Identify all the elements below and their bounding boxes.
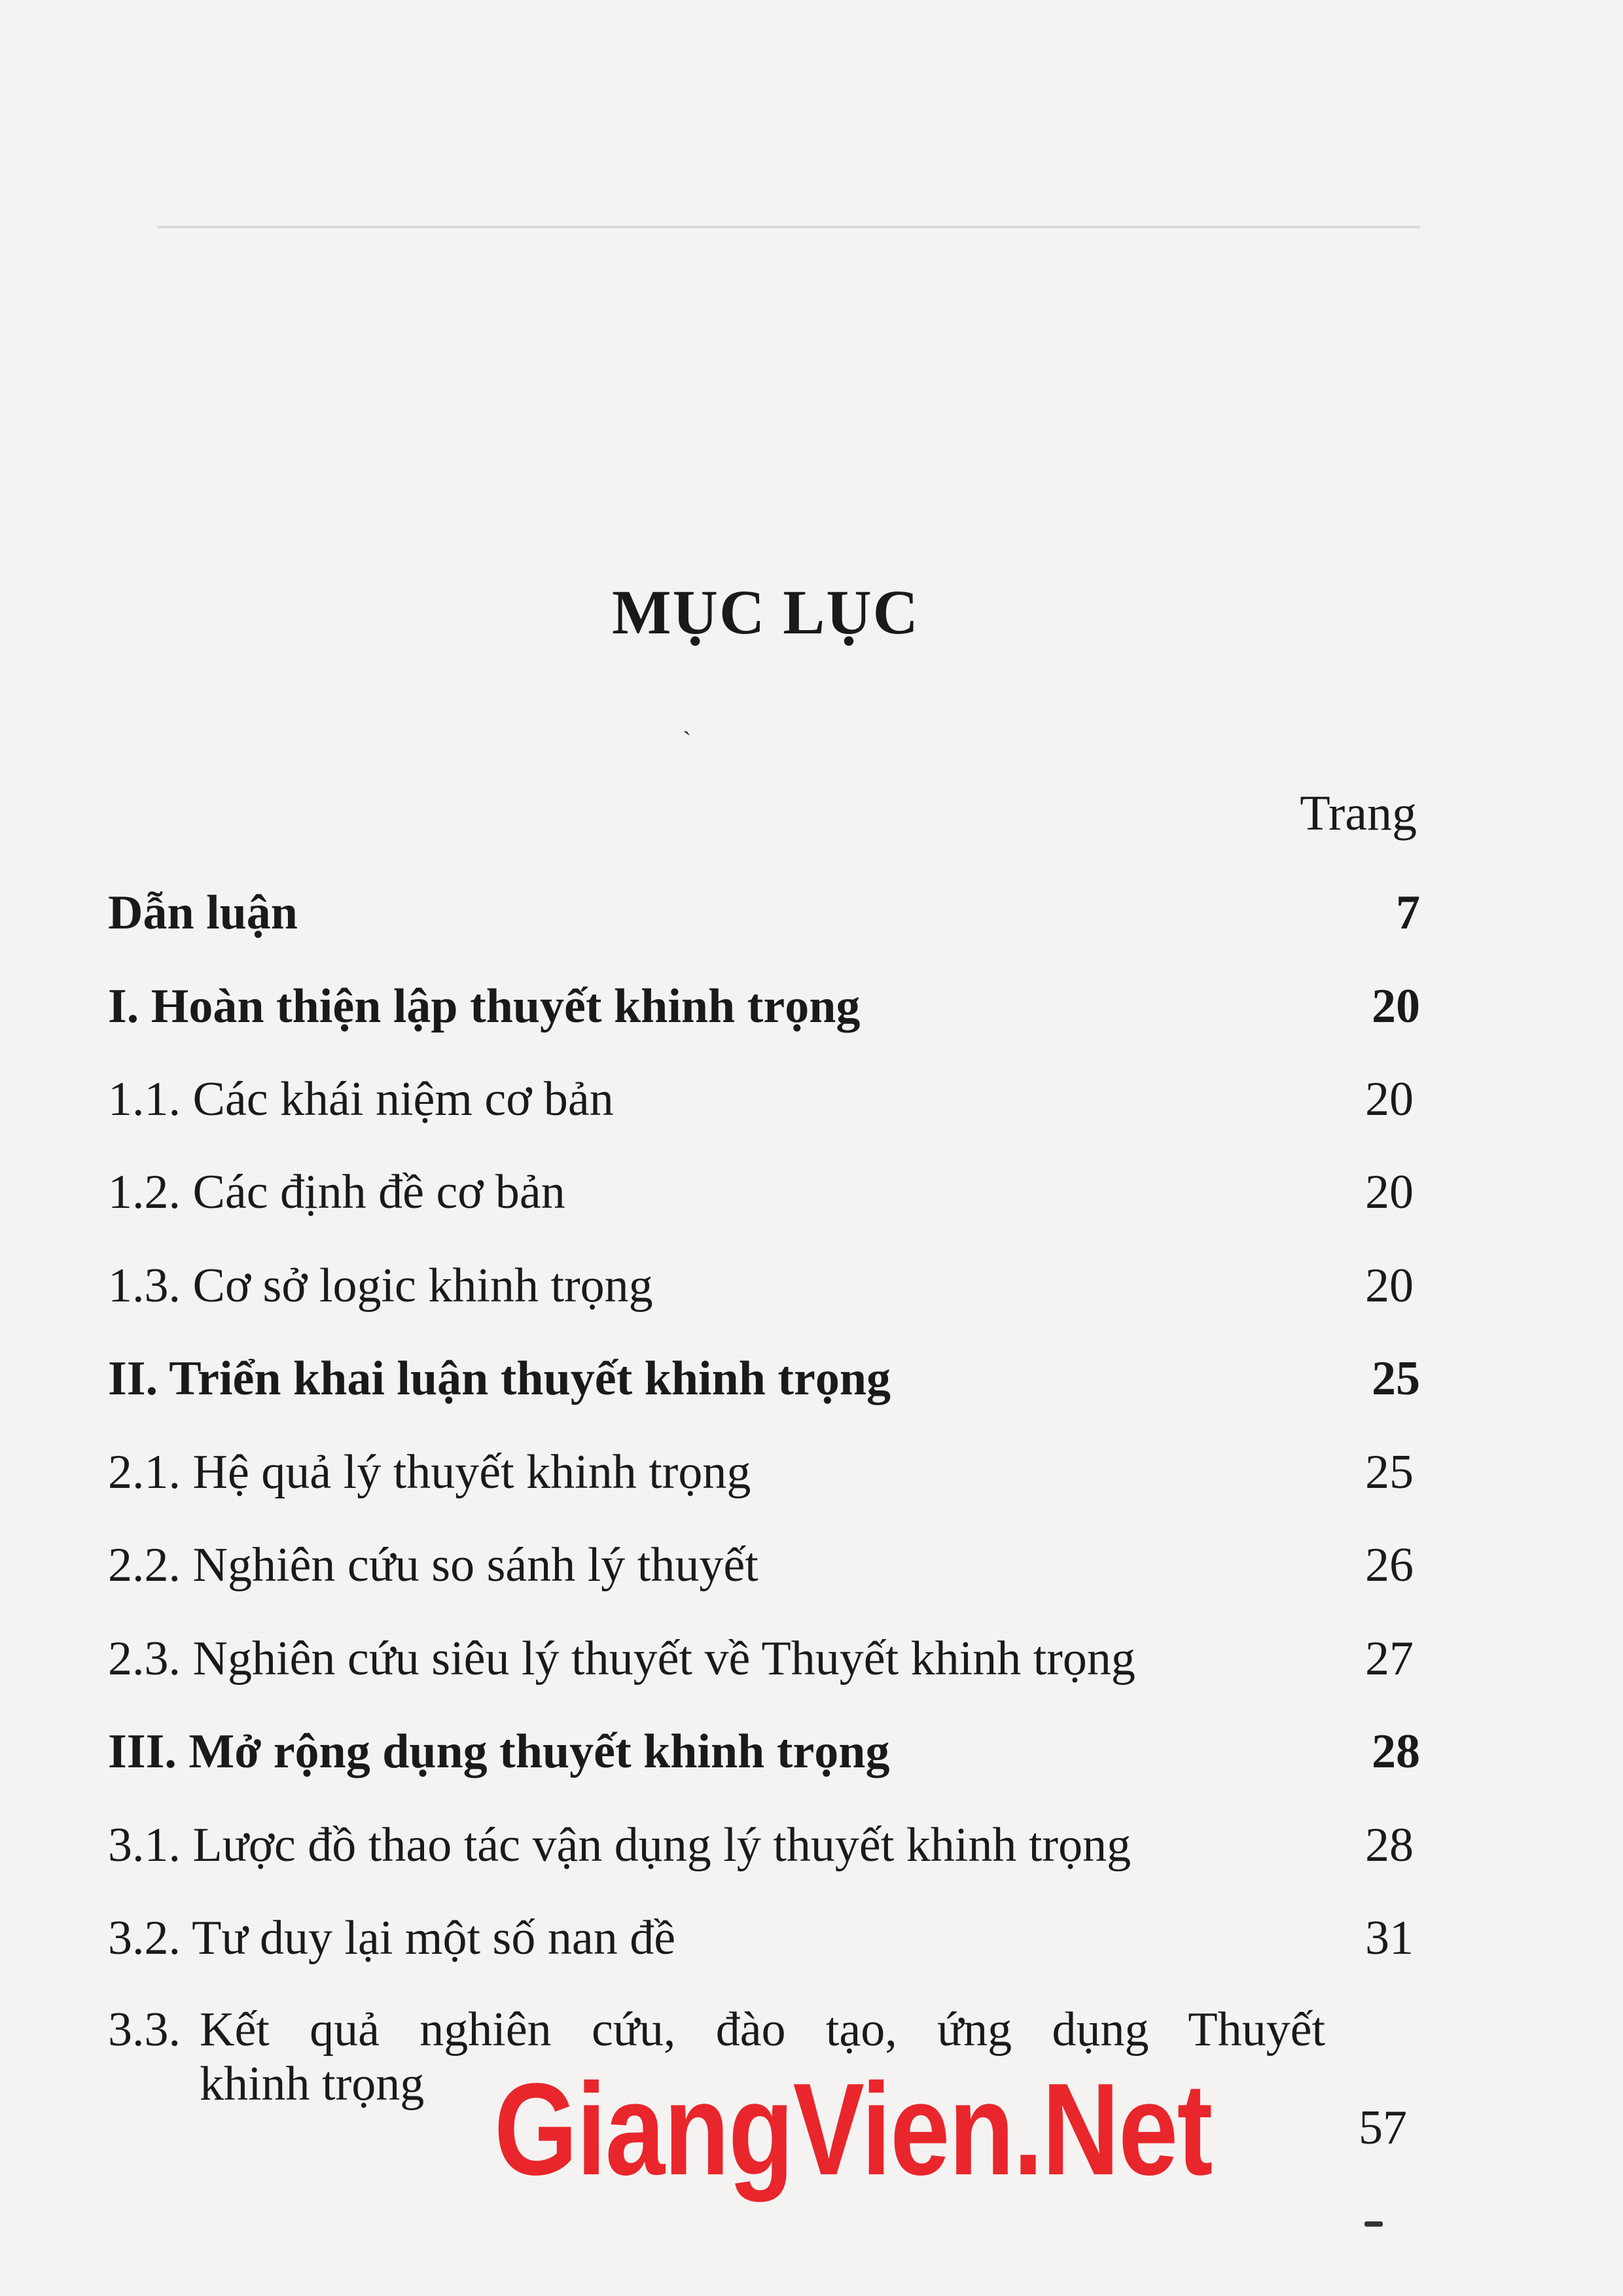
toc-entry-part-2[interactable] bbox=[108, 1346, 1420, 1411]
toc-entry-1-1[interactable] bbox=[108, 1067, 1417, 1132]
toc-entry-intro[interactable] bbox=[108, 880, 1420, 945]
toc-entry-1-3[interactable] bbox=[108, 1253, 1417, 1318]
page-title: MỤC LỤC bbox=[612, 577, 919, 647]
toc-entry-label: Dẫn luận bbox=[108, 886, 298, 940]
page-column-header: Trang bbox=[1300, 786, 1417, 841]
toc-entry-part-3[interactable] bbox=[108, 1719, 1420, 1784]
toc-entry-label: 1.2. Các định đề cơ bản bbox=[108, 1165, 565, 1219]
toc-entry-number: 3.3. bbox=[108, 2003, 181, 2057]
toc-entry-1-2[interactable] bbox=[108, 1159, 1417, 1225]
stray-mark: ˏ bbox=[683, 706, 692, 735]
toc-entry-label-line-1: Kết quả nghiên cứu, đào tạo, ứng dụng Thuyết bbox=[200, 2003, 1325, 2057]
toc-entry-page: 28 bbox=[1372, 1725, 1420, 1778]
toc-entry-2-1[interactable] bbox=[108, 1439, 1417, 1505]
toc-entry-label: 3.1. Lược đồ thao tác vận dụng lý thuyết khinh trọng bbox=[108, 1818, 1132, 1872]
toc-entry-3-2[interactable] bbox=[108, 1905, 1417, 1971]
toc-entry-label-line-2: khinh trọng bbox=[200, 2057, 425, 2111]
toc-entry-part-1[interactable] bbox=[108, 974, 1420, 1039]
toc-entry-3-1[interactable] bbox=[108, 1812, 1417, 1878]
toc-entry-page: 20 bbox=[1365, 1072, 1414, 1126]
toc-entry-page: 20 bbox=[1372, 980, 1420, 1033]
toc-entry-label: I. Hoàn thiện lập thuyết khinh trọng bbox=[108, 980, 861, 1033]
toc-entry-page: 28 bbox=[1365, 1818, 1414, 1872]
toc-entry-label: 2.3. Nghiên cứu siêu lý thuyết về Thuyết khinh trọng bbox=[108, 1632, 1135, 1686]
toc-entry-label: 1.1. Các khái niệm cơ bản bbox=[108, 1072, 614, 1126]
toc-entry-page: 20 bbox=[1365, 1165, 1414, 1219]
stray-mark-bottom bbox=[1364, 2221, 1383, 2227]
show-through-rule bbox=[157, 226, 1420, 228]
toc-entry-page: 31 bbox=[1365, 1911, 1414, 1965]
toc-entry-label: III. Mở rộng dụng thuyết khinh trọng bbox=[108, 1725, 890, 1778]
toc-entry-page: 7 bbox=[1396, 886, 1420, 940]
toc-entry-page: 57 bbox=[1359, 2101, 1407, 2155]
toc-entry-label: 1.3. Cơ sở logic khinh trọng bbox=[108, 1259, 653, 1313]
toc-entry-page: 27 bbox=[1365, 1632, 1414, 1686]
toc-entry-page: 25 bbox=[1372, 1352, 1420, 1405]
toc-entry-label: II. Triển khai luận thuyết khinh trọng bbox=[108, 1352, 891, 1405]
toc-entry-page: 26 bbox=[1365, 1538, 1414, 1592]
toc-entry-label: 2.1. Hệ quả lý thuyết khinh trọng bbox=[108, 1445, 751, 1499]
toc-entry-page: 20 bbox=[1365, 1259, 1414, 1313]
toc-entry-2-2[interactable] bbox=[108, 1532, 1417, 1598]
toc-entry-label: 2.2. Nghiên cứu so sánh lý thuyết bbox=[108, 1538, 758, 1592]
watermark-logo: GiangVien.Net bbox=[494, 2057, 1212, 2202]
toc-entry-page: 25 bbox=[1365, 1445, 1414, 1499]
toc-entry-2-3[interactable] bbox=[108, 1626, 1417, 1691]
toc-entry-label: 3.2. Tư duy lại một số nan đề bbox=[108, 1911, 676, 1965]
